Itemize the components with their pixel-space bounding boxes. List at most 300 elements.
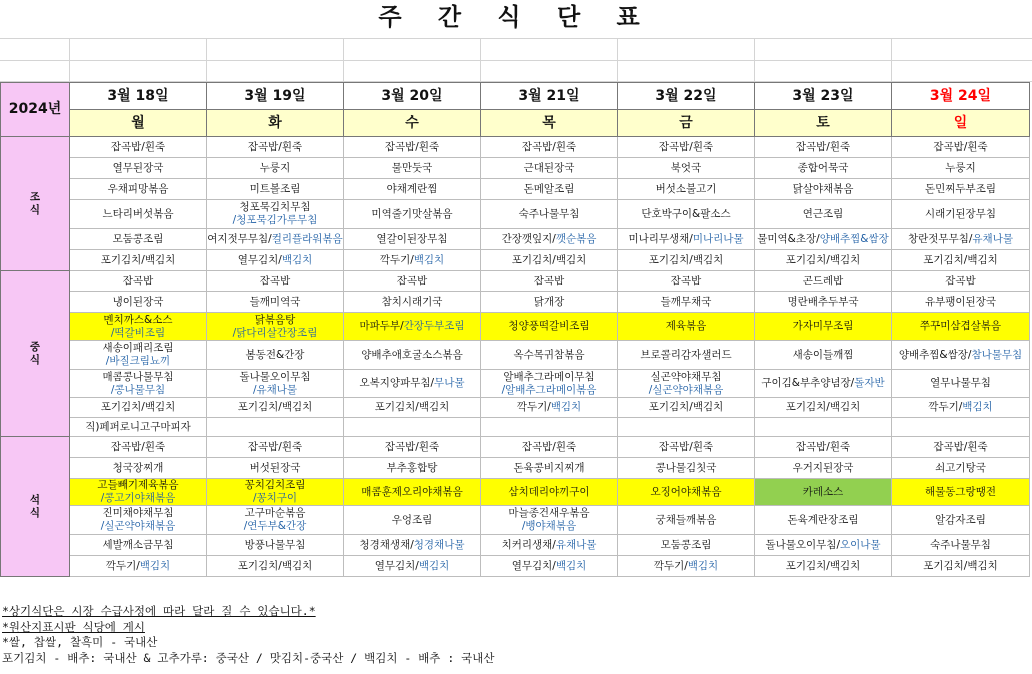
footnote-rice-origin: *쌀, 찹쌀, 찰흑미 - 국내산	[2, 635, 158, 649]
menu-cell	[755, 458, 892, 479]
menu-cell	[344, 418, 481, 437]
menu-cell	[344, 398, 481, 418]
menu-cell	[207, 200, 344, 229]
dish-name: 닭살야채볶음	[792, 182, 854, 195]
date-header: 3월 18일	[70, 83, 207, 110]
menu-cell	[481, 271, 618, 292]
dish-name: 궁채들깨볶음	[655, 513, 717, 526]
menu-cell	[481, 398, 618, 418]
menu-cell	[481, 418, 618, 437]
dish-name: 카레소스	[802, 485, 844, 498]
menu-cell	[892, 418, 1030, 437]
meal-label: 조 식	[1, 137, 70, 271]
meal-label: 중 식	[1, 271, 70, 437]
menu-cell	[344, 479, 481, 506]
dish-name: 청양풍떡갈비조림	[508, 320, 590, 332]
dish-alt: /연두부&간장	[243, 520, 307, 532]
dish-name: 잡곡밥/흰죽	[658, 140, 714, 153]
menu-row	[1, 398, 1030, 418]
dish-name: 숙주나물무침	[930, 538, 991, 551]
dish-name: 쭈꾸미삼겹살볶음	[919, 320, 1002, 332]
dish-name: 시래기된장무침	[924, 207, 996, 220]
menu-cell	[481, 506, 618, 535]
dish-name: 깍두기/	[653, 559, 688, 572]
menu-cell	[70, 418, 207, 437]
menu-row	[1, 137, 1030, 158]
dish-name: 잡곡밥	[122, 274, 154, 287]
menu-cell	[70, 179, 207, 200]
menu-cell	[618, 313, 755, 341]
dish-name: 청포묵김치무침	[239, 201, 311, 213]
weekday-header: 일	[892, 110, 1030, 137]
dish-alt: 백김치	[418, 559, 450, 572]
dish-name: 구이김&부추양념장/	[761, 377, 855, 389]
dish-alt: /바질크림뇨끼	[105, 355, 171, 367]
menu-row	[1, 437, 1030, 458]
menu-cell	[892, 313, 1030, 341]
menu-cell	[481, 229, 618, 250]
dish-name: 북엇국	[670, 161, 702, 174]
dish-name: 누룽지	[945, 161, 976, 174]
dish-name: 새송이패리조림	[102, 342, 174, 354]
menu-cell	[755, 313, 892, 341]
menu-row	[1, 535, 1030, 556]
dish-alt: 무나물	[434, 377, 465, 389]
menu-cell	[207, 370, 344, 398]
dish-alt: 백김치	[962, 401, 993, 413]
dish-name: 잡곡밥/흰죽	[110, 140, 166, 153]
menu-cell	[755, 418, 892, 437]
dish-name: 잡곡밥/흰죽	[795, 440, 851, 453]
menu-cell	[344, 437, 481, 458]
dish-name: 닭개장	[533, 295, 565, 308]
menu-cell	[70, 341, 207, 370]
menu-row	[1, 292, 1030, 313]
dish-alt: 컬리플라워볶음	[271, 232, 343, 245]
menu-cell	[618, 398, 755, 418]
dish-alt: /청포묵김가루무침	[232, 214, 318, 226]
menu-cell	[755, 535, 892, 556]
menu-cell	[892, 137, 1030, 158]
dish-alt: /알배추그라메이볶음	[501, 383, 597, 396]
year-label: 2024년	[1, 83, 70, 137]
menu-cell	[70, 535, 207, 556]
date-header: 3월 20일	[344, 83, 481, 110]
menu-cell	[481, 250, 618, 271]
dish-name: 포기김치/백김치	[100, 401, 176, 413]
dish-alt: 양배추찜&쌈장	[819, 232, 889, 245]
dish-name: 포기김치/백김치	[785, 559, 861, 572]
dish-name: 방풍나물무침	[244, 538, 306, 551]
menu-cell	[755, 137, 892, 158]
menu-cell	[755, 200, 892, 229]
dish-name: 매콤콩나물무침	[102, 370, 174, 383]
dish-name: 깍두기/	[379, 253, 414, 266]
dish-name: 꽁치김치조림	[244, 479, 306, 491]
menu-cell	[618, 179, 755, 200]
menu-cell	[892, 556, 1030, 577]
dish-name: 미역줄기맛살볶음	[371, 207, 453, 220]
dish-name: 물미역&초장/	[757, 232, 820, 245]
menu-cell	[618, 535, 755, 556]
menu-cell	[70, 437, 207, 458]
menu-row	[1, 229, 1030, 250]
menu-cell	[344, 506, 481, 535]
dish-name: 옥수목귀참볶음	[513, 348, 585, 361]
menu-cell	[892, 250, 1030, 271]
menu-cell	[481, 200, 618, 229]
dish-name: 새송이들깨찜	[792, 348, 854, 361]
menu-row	[1, 250, 1030, 271]
dish-alt: 미나리나물	[692, 232, 744, 245]
dish-name: 누룽지	[259, 161, 291, 174]
menu-cell	[755, 250, 892, 271]
menu-cell	[481, 179, 618, 200]
menu-row	[1, 479, 1030, 506]
dish-name: 근대된장국	[523, 161, 575, 174]
menu-cell	[344, 370, 481, 398]
dish-name: 미트볼조림	[249, 182, 301, 195]
menu-table	[0, 82, 1030, 577]
dish-name: 세발깨소금무침	[102, 538, 174, 551]
dish-name: 포기김치/백김치	[923, 559, 998, 572]
menu-cell	[892, 271, 1030, 292]
dish-alt: /콩고기야채볶음	[100, 492, 176, 504]
dish-name: 고들빼기제육볶음	[97, 479, 179, 491]
menu-cell	[618, 200, 755, 229]
dish-name: 들깨무채국	[660, 295, 712, 308]
menu-cell	[344, 137, 481, 158]
dish-name: 가자미무조림	[792, 320, 854, 332]
dish-name: 청국장찌개	[112, 461, 164, 474]
menu-cell	[481, 341, 618, 370]
dish-name: 오징어야채볶음	[650, 485, 722, 498]
menu-cell	[755, 398, 892, 418]
dish-name: 포기김치/백김치	[785, 401, 861, 413]
menu-cell	[70, 556, 207, 577]
dish-name: 버섯소불고기	[655, 182, 717, 195]
dish-name: 마파두부/	[359, 320, 404, 332]
dish-name: 잡곡밥	[259, 274, 291, 287]
footnote-kimchi-origin: 포기김치 - 배추: 국내산 & 고추가루: 중국산 / 맛김치-중국산 / 백김치 - 배추 : 국내산	[2, 651, 495, 665]
dish-alt: /뱅야채볶음	[521, 520, 577, 532]
dish-name: 곤드레밥	[802, 274, 844, 287]
dish-name: 잡곡밥/흰죽	[384, 140, 440, 153]
menu-cell	[70, 506, 207, 535]
menu-cell	[892, 341, 1030, 370]
menu-cell	[344, 179, 481, 200]
date-header: 3월 22일	[618, 83, 755, 110]
dish-name: 잡곡밥/흰죽	[110, 440, 166, 453]
dish-name: 포기김치/백김치	[374, 401, 450, 413]
menu-cell	[618, 418, 755, 437]
menu-cell	[892, 292, 1030, 313]
dish-alt: 백김치	[413, 253, 445, 266]
menu-cell	[755, 292, 892, 313]
weekday-header: 토	[755, 110, 892, 137]
menu-cell	[344, 271, 481, 292]
dish-name: 열무김치/	[511, 559, 556, 572]
dish-alt: 오이나물	[839, 538, 881, 551]
dish-alt: /콩나물무침	[110, 383, 166, 396]
dish-name: 물만둣국	[391, 161, 433, 174]
menu-cell	[481, 535, 618, 556]
dish-name: 야채계란찜	[386, 182, 438, 195]
dish-name: 양배추찜&쌈장/	[898, 348, 972, 361]
dish-name: 부추홍합탕	[386, 461, 438, 474]
dish-name: 포기김치/백김치	[923, 253, 998, 266]
menu-cell	[344, 535, 481, 556]
dish-name: 브로콜리감자샐러드	[640, 348, 732, 361]
menu-cell	[892, 506, 1030, 535]
menu-cell	[344, 313, 481, 341]
dish-name: 잡곡밥/흰죽	[247, 440, 303, 453]
dish-name: 깍두기/	[105, 559, 140, 572]
dish-name: 깍두기/	[928, 401, 963, 413]
menu-cell	[755, 179, 892, 200]
menu-cell	[481, 437, 618, 458]
menu-cell	[481, 479, 618, 506]
menu-cell	[207, 418, 344, 437]
dish-name: 미나리무생채/	[628, 232, 693, 245]
footnote-disclaimer: *상기식단은 시장 수급사정에 따라 달라 질 수 있습니다.*	[2, 604, 316, 618]
dish-name: 봄동전&간장	[245, 348, 305, 361]
menu-cell	[618, 479, 755, 506]
menu-row	[1, 271, 1030, 292]
dish-name: 잡곡밥	[533, 274, 565, 287]
menu-cell	[70, 158, 207, 179]
menu-cell	[207, 250, 344, 271]
date-header: 3월 21일	[481, 83, 618, 110]
dish-alt: /실곤약야채볶음	[100, 520, 176, 532]
dish-name: 실곤약야채무침	[650, 370, 722, 383]
menu-cell	[70, 229, 207, 250]
menu-cell	[207, 398, 344, 418]
menu-cell	[207, 479, 344, 506]
dish-name: 연근조림	[802, 207, 844, 220]
dish-alt: 유채나물	[555, 538, 597, 551]
weekday-header: 목	[481, 110, 618, 137]
menu-row	[1, 313, 1030, 341]
menu-cell	[207, 137, 344, 158]
dish-alt: /유채나물	[252, 383, 298, 396]
menu-cell	[344, 341, 481, 370]
meal-label: 석 식	[1, 437, 70, 577]
menu-cell	[207, 271, 344, 292]
menu-cell	[207, 437, 344, 458]
dish-alt: 백김치	[281, 253, 313, 266]
dish-name: 열무김치/	[237, 253, 282, 266]
menu-row	[1, 556, 1030, 577]
menu-cell	[344, 292, 481, 313]
dish-name: 포기김치/백김치	[648, 401, 724, 413]
dish-name: 종합어묵국	[797, 161, 849, 174]
dish-name: 청경채생채/	[359, 538, 414, 551]
dish-name: 포기김치/백김치	[237, 401, 313, 413]
dish-name: 돈육콩비지찌개	[513, 461, 585, 474]
menu-cell	[70, 137, 207, 158]
dish-name: 돌나물오이무침/	[765, 538, 840, 551]
dish-name: 버섯된장국	[249, 461, 301, 474]
menu-cell	[892, 458, 1030, 479]
menu-cell	[892, 398, 1030, 418]
menu-cell	[70, 313, 207, 341]
menu-cell	[207, 179, 344, 200]
menu-cell	[70, 292, 207, 313]
menu-cell	[755, 437, 892, 458]
dish-alt: 돌자반	[854, 377, 885, 389]
menu-cell	[70, 398, 207, 418]
menu-cell	[207, 292, 344, 313]
menu-cell	[207, 341, 344, 370]
dish-name: 직)페퍼로니고구마피자	[85, 420, 191, 433]
menu-cell	[892, 535, 1030, 556]
menu-cell	[618, 370, 755, 398]
menu-cell	[892, 158, 1030, 179]
menu-cell	[481, 158, 618, 179]
dish-name: 잡곡밥/흰죽	[658, 440, 714, 453]
dish-name: 진미채야채무침	[102, 507, 174, 519]
dish-name: 잡곡밥/흰죽	[247, 140, 303, 153]
menu-cell	[481, 313, 618, 341]
menu-cell	[344, 250, 481, 271]
menu-cell	[70, 370, 207, 398]
dish-name: 멘치까스&소스	[103, 313, 173, 326]
dish-alt: 간장두부조림	[403, 320, 465, 332]
menu-cell	[892, 370, 1030, 398]
dish-alt: 백김치	[687, 559, 719, 572]
dish-name: 제육볶음	[665, 320, 707, 332]
menu-cell	[344, 200, 481, 229]
dish-name: 명란배추두부국	[787, 295, 859, 308]
menu-row	[1, 458, 1030, 479]
dish-name: 열무된장국	[112, 161, 164, 174]
dish-name: 해물동그랑땡전	[924, 485, 996, 498]
dish-alt: /떡갈비조림	[110, 326, 166, 339]
menu-cell	[70, 200, 207, 229]
dish-alt: /닭다리살간장조림	[232, 326, 318, 339]
menu-cell	[207, 506, 344, 535]
dish-alt: 백김치	[550, 401, 582, 413]
menu-cell	[618, 341, 755, 370]
menu-cell	[892, 229, 1030, 250]
menu-cell	[481, 370, 618, 398]
dish-name: 깍두기/	[516, 401, 551, 413]
menu-row	[1, 506, 1030, 535]
menu-cell	[755, 229, 892, 250]
dish-name: 고구마순볶음	[244, 507, 306, 519]
menu-cell	[344, 458, 481, 479]
dish-alt: 유채나물	[972, 232, 1013, 245]
menu-cell	[70, 250, 207, 271]
page-title: 주 간 식 단 표	[378, 3, 654, 31]
dish-name: 여지젓무무침/	[207, 232, 272, 245]
dish-name: 잡곡밥	[396, 274, 428, 287]
dish-name: 숙주나물무침	[518, 207, 580, 220]
dish-name: 돈메알조림	[523, 182, 575, 195]
menu-cell	[755, 341, 892, 370]
dish-name: 포기김치/백김치	[785, 253, 861, 266]
menu-cell	[755, 271, 892, 292]
dish-name: 모둠콩조림	[660, 538, 712, 551]
dish-name: 알감자조림	[935, 513, 986, 526]
dish-name: 우채피망볶음	[107, 182, 169, 195]
menu-cell	[207, 458, 344, 479]
weekday-header: 금	[618, 110, 755, 137]
menu-cell	[755, 556, 892, 577]
menu-cell	[892, 179, 1030, 200]
menu-cell	[755, 370, 892, 398]
dish-name: 유부팽이된장국	[924, 295, 996, 308]
dish-name: 냉이된장국	[112, 295, 164, 308]
dish-name: 돈민찌두부조림	[924, 182, 996, 195]
dish-name: 열무나물무침	[930, 377, 991, 389]
dish-name: 치커리생채/	[501, 538, 556, 551]
menu-cell	[344, 556, 481, 577]
menu-cell	[481, 556, 618, 577]
menu-cell	[618, 250, 755, 271]
menu-cell	[481, 292, 618, 313]
menu-cell	[70, 271, 207, 292]
date-header: 3월 23일	[755, 83, 892, 110]
menu-cell	[618, 506, 755, 535]
dish-name: 잡곡밥/흰죽	[933, 140, 988, 153]
dish-name: 포기김치/백김치	[648, 253, 724, 266]
dish-name: 돌나물오이무침	[239, 370, 311, 383]
menu-cell	[344, 158, 481, 179]
dish-alt: /실곤약야채볶음	[648, 383, 724, 396]
menu-cell	[481, 458, 618, 479]
menu-cell	[207, 313, 344, 341]
dish-name: 잡곡밥/흰죽	[521, 440, 577, 453]
dish-name: 잡곡밥/흰죽	[795, 140, 851, 153]
dish-alt: 참나물무침	[971, 348, 1023, 361]
dish-name: 열무김치/	[374, 559, 419, 572]
menu-row	[1, 158, 1030, 179]
menu-row	[1, 418, 1030, 437]
menu-cell	[618, 271, 755, 292]
menu-row	[1, 341, 1030, 370]
menu-cell	[755, 479, 892, 506]
dish-name: 느타리버섯볶음	[102, 207, 174, 220]
dish-name: 모둠콩조림	[112, 232, 164, 245]
menu-row	[1, 200, 1030, 229]
dish-name: 잡곡밥/흰죽	[521, 140, 577, 153]
dish-name: 잡곡밥	[670, 274, 702, 287]
dish-name: 양배추애호굴소스볶음	[361, 348, 463, 361]
dish-alt: /꽁치구이	[252, 492, 298, 504]
dish-name: 포기김치/백김치	[511, 253, 587, 266]
dish-name: 매콤훈제오리야채볶음	[361, 485, 463, 498]
weekday-header: 화	[207, 110, 344, 137]
menu-cell	[755, 158, 892, 179]
menu-row	[1, 370, 1030, 398]
dish-name: 간장깻잎지/	[501, 232, 556, 245]
menu-cell	[618, 229, 755, 250]
menu-row	[1, 179, 1030, 200]
dish-name: 우엉조림	[391, 513, 433, 526]
empty-grid-rows	[0, 38, 1032, 82]
menu-cell	[207, 535, 344, 556]
menu-cell	[618, 158, 755, 179]
menu-cell	[207, 158, 344, 179]
menu-cell	[618, 437, 755, 458]
dish-alt: 백김치	[139, 559, 171, 572]
menu-cell	[207, 229, 344, 250]
dish-name: 창란젓무무침/	[908, 232, 973, 245]
date-header: 3월 19일	[207, 83, 344, 110]
menu-cell	[70, 458, 207, 479]
